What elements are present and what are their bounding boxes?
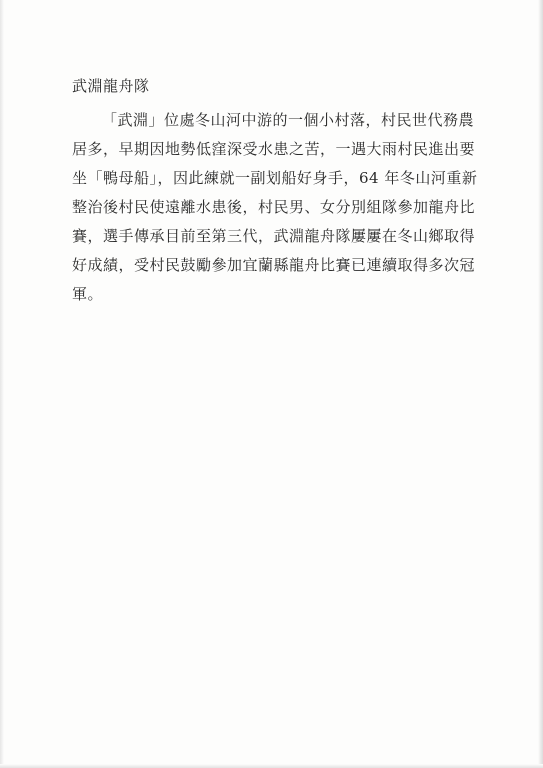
- paragraph-line: 賽，選手傳承目前至第三代，武淵龍舟隊屢屢在冬山鄉取得: [72, 227, 476, 245]
- paragraph-line: 整治後村民使遠離水患後，村民男、女分別組隊參加龍舟比: [72, 198, 476, 216]
- document-paragraph: [72, 106, 478, 309]
- scan-edge-left: [0, 0, 4, 768]
- scan-edge-bottom: [0, 764, 543, 768]
- paragraph-line: 好成績，受村民鼓勵參加宜蘭縣龍舟比賽已連續取得多次冠: [72, 256, 476, 274]
- paragraph-line: 「武淵」位處冬山河中游的一個小村落，村民世代務農: [102, 111, 475, 129]
- paragraph-line: 軍。: [72, 285, 104, 303]
- paragraph-line: 居多，早期因地勢低窪深受水患之苦，一遇大雨村民進出要: [72, 140, 476, 158]
- document-title: 武淵龍舟隊: [72, 77, 150, 95]
- paragraph-line: 坐「鴨母船」，因此練就一副划船好身手，64 年冬山河重新: [72, 169, 478, 187]
- scan-edge-right: [538, 0, 543, 768]
